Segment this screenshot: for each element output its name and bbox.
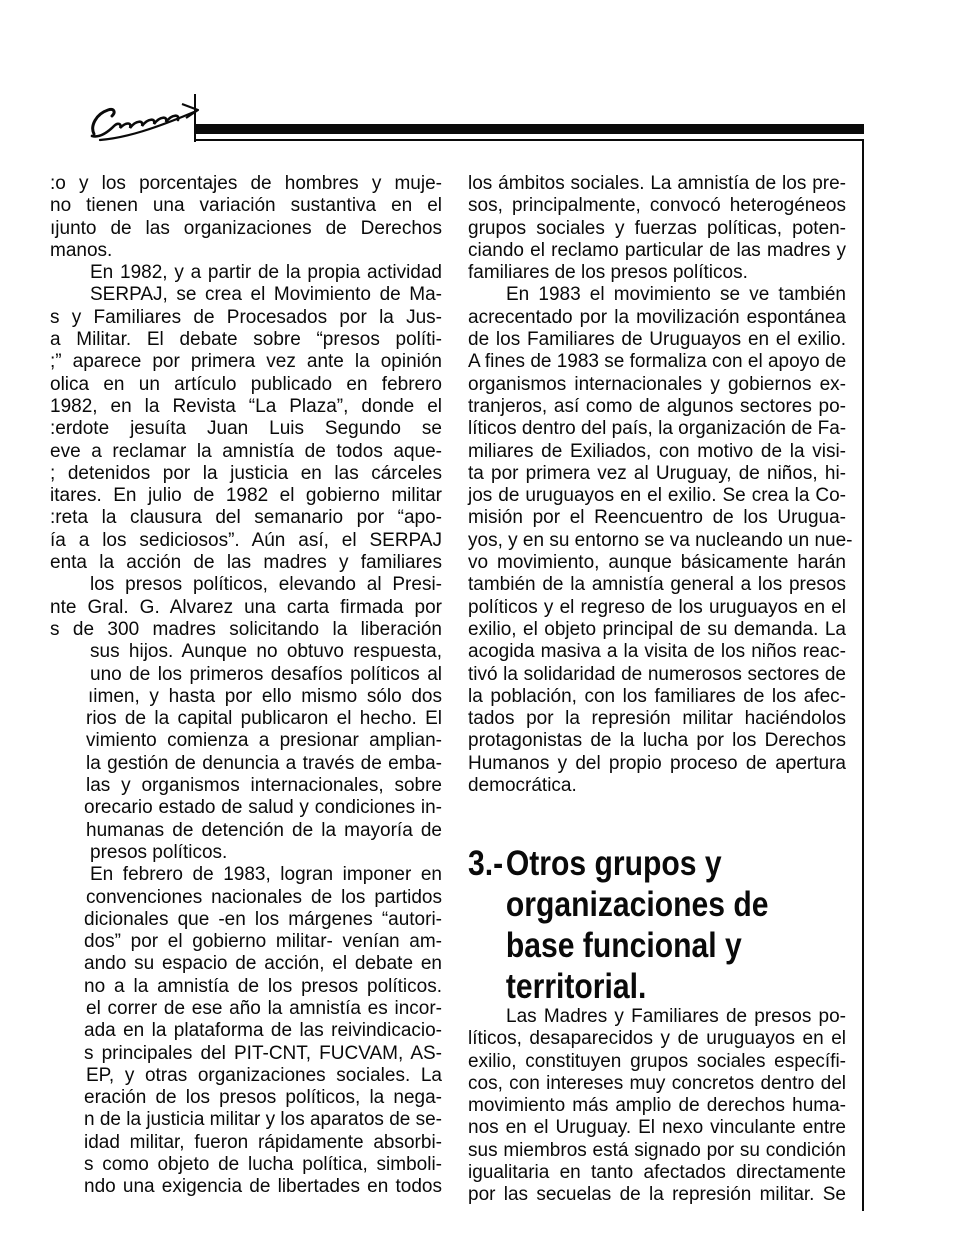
text-line: vo movimiento, aunque básicamente harán <box>468 552 846 574</box>
text-line: EP, y otras organizaciones sociales. La <box>86 1064 442 1086</box>
text-line: exilio, el objeto principal de su demanda. La <box>468 618 846 640</box>
text-line: sos, principalmente, convocó heterogéneos <box>468 195 846 217</box>
text-line: n de la justicia militar y los aparatos de se- <box>84 1109 442 1131</box>
text-line: las y organismos internacionales, sobre <box>86 775 442 797</box>
text-line: acrecentado por la movilización espontánea <box>468 306 846 328</box>
text-line: ; detenidos por la justicia en las cárceles <box>50 462 442 484</box>
text-line: democrática. <box>468 775 577 797</box>
text-line: s principales del PIT-CNT, FUCVAM, AS- <box>84 1042 442 1064</box>
text-line: grupos sociales y fuerzas políticas, poten- <box>468 217 846 239</box>
text-line: manos. <box>50 239 113 261</box>
text-line: nos en el Uruguay. El nexo vinculante entre <box>468 1117 846 1139</box>
text-line: sus miembros está signado por su condición <box>468 1139 846 1161</box>
text-line: cos, con intereses muy concretos dentro del <box>468 1072 846 1094</box>
header-rule-thick <box>196 124 864 134</box>
text-line: ıjunto de las organizaciones de Derechos <box>50 217 442 239</box>
left-text-column <box>50 173 442 1199</box>
text-line: exilio, constituyen grupos sociales específi- <box>468 1050 846 1072</box>
text-line: familiares de los presos políticos. <box>468 262 748 284</box>
text-line: convenciones nacionales de los partidos <box>86 886 442 908</box>
text-line: tranjeros, así como de algunos sectores po- <box>468 395 846 417</box>
section-heading <box>468 843 803 1007</box>
text-line: vimiento comienza a presionar amplian- <box>86 730 442 752</box>
text-line: En 1983 el movimiento se ve también <box>506 284 846 306</box>
text-line: Humanos y del propio proceso de apertura <box>468 752 846 774</box>
text-line: humanas de detención de la mayoría de <box>86 819 442 841</box>
text-line: ando su espacio de acción, el debate en <box>84 953 442 975</box>
heading-text: Otros grupos y <box>505 844 722 883</box>
text-line: ıimen, y hasta por ello mismo sólo dos <box>88 685 442 707</box>
text-line: En febrero de 1983, logran imponer en <box>90 864 442 886</box>
text-line: eración de los presos políticos, la nega- <box>84 1087 442 1109</box>
text-line: políticos y el regreso de los uruguayos en el <box>468 596 846 618</box>
section-number: 3.- <box>468 844 504 883</box>
text-line: A fines de 1983 se formaliza con el apoyo de <box>468 351 847 373</box>
text-line: ada en la plataforma de las reivindicacio- <box>84 1020 442 1042</box>
text-line: dos” por el gobierno militar- venían am- <box>84 931 442 953</box>
text-line: el correr de ese año la amnistía es incor- <box>86 997 442 1019</box>
text-line: no a la amnistía de los presos políticos. <box>84 975 442 997</box>
text-line: organismos internacionales y gobiernos ex- <box>468 373 846 395</box>
text-line: s de 300 madres solicitando la liberación <box>50 618 442 640</box>
text-line: SERPAJ, se crea el Movimiento de Ma- <box>90 284 442 306</box>
text-line: de los Familiares de Uruguayos en el exilio. <box>468 329 846 351</box>
heading-line <box>468 843 803 884</box>
text-line: presos políticos. <box>90 841 228 863</box>
text-line: :o y los porcentajes de hombres y muje- <box>50 173 442 194</box>
text-line: itares. En julio de 1982 el gobierno militar <box>50 485 442 507</box>
text-line: los presos políticos, elevando al Presi- <box>90 574 442 596</box>
text-line: enta la acción de las madres y familiares <box>50 552 442 574</box>
text-line: movimiento más amplio de derechos huma- <box>468 1095 846 1117</box>
text-line: líticos dentro del país, la organización de Fa- <box>468 418 847 440</box>
text-line: acogida masiva a la visita de los niños reac- <box>468 641 846 663</box>
text-line: rios de la capital publicaron el hecho. El <box>86 708 442 730</box>
text-line: yos, y en su entorno se va nucleando un nue- <box>468 529 853 551</box>
text-line: la población, con los familiares de los afec- <box>468 685 846 707</box>
text-line: uno de los primeros desafíos políticos al <box>90 663 442 685</box>
text-line: :reta la clausura del semanario por “apo- <box>50 507 442 529</box>
text-line: también de la amnistía general a los presos <box>468 574 846 596</box>
right-text-column <box>468 173 853 797</box>
text-line: idad militar, fueron rápidamente absorbi- <box>84 1131 442 1153</box>
text-line: la gestión de denuncia a través de emba- <box>86 752 442 774</box>
text-line: protagonistas de la lucha por los Derechos <box>468 730 846 752</box>
heading-line: base funcional y <box>505 926 742 965</box>
text-line: Las Madres y Familiares de presos po- <box>506 1006 846 1027</box>
text-line: :erdote jesuíta Juan Luis Segundo se <box>50 418 442 440</box>
text-line: ciando el reclamo particular de las madres y <box>468 239 846 261</box>
text-line: ta por primera vez al Uruguay, de niños, hi- <box>468 462 846 484</box>
text-line: ndo una exigencia de libertades en todos <box>84 1176 442 1198</box>
text-line: olica en un artículo publicado en febrero <box>50 373 442 395</box>
text-line: dicionales que -en los márgenes “autori- <box>84 908 442 930</box>
text-line: ;” aparece por primera vez ante la opinión <box>50 351 442 373</box>
text-line: no tienen una variación sustantiva en el <box>50 195 442 217</box>
heading-line: territorial. <box>505 967 647 1006</box>
text-line: miliares de Exiliados, con motivo de la visi- <box>468 440 846 462</box>
text-line: por las secuelas de la represión militar. Se <box>468 1184 846 1206</box>
text-line: los ámbitos sociales. La amnistía de los pre- <box>468 173 846 194</box>
text-line: líticos, desaparecidos y de uruguayos en el <box>468 1028 846 1050</box>
text-line: nte Gral. G. Alvarez una carta firmada por <box>50 596 442 618</box>
text-line: jos de uruguayos en el exilio. Se crea la Co- <box>468 485 846 507</box>
text-line: s y Familiares de Procesados por la Jus- <box>50 306 442 328</box>
text-line: tados por la represión militar haciéndolos <box>468 708 846 730</box>
text-line: orecario estado de salud y condiciones in- <box>84 797 442 819</box>
text-line: tivó la solidaridad de numerosos sectores de <box>468 663 846 685</box>
text-line: 1982, en la Revista “La Plaza”, donde el <box>50 395 442 417</box>
text-line: igualitaria en tanto afectados directamente <box>468 1162 846 1184</box>
section-body <box>468 1006 846 1207</box>
text-line: s como objeto de lucha política, simboli- <box>84 1154 442 1176</box>
cuadernos-logo <box>86 92 204 144</box>
heading-line: organizaciones de <box>505 885 769 924</box>
header-rule-thin <box>196 139 864 141</box>
text-line: En 1982, y a partir de la propia actividad <box>90 262 442 284</box>
text-line: a Militar. El debate sobre “presos políti- <box>50 329 442 351</box>
right-margin-rule <box>862 141 864 1211</box>
text-line: ía a los sediciosos”. Aún así, el SERPAJ <box>50 529 442 551</box>
text-line: eve a reclamar la amnistía de todos aque- <box>50 440 442 462</box>
text-line: misión por el Reencuentro de los Urugua- <box>468 507 846 529</box>
text-line: sus hijos. Aunque no obtuvo respuesta, <box>90 641 442 663</box>
